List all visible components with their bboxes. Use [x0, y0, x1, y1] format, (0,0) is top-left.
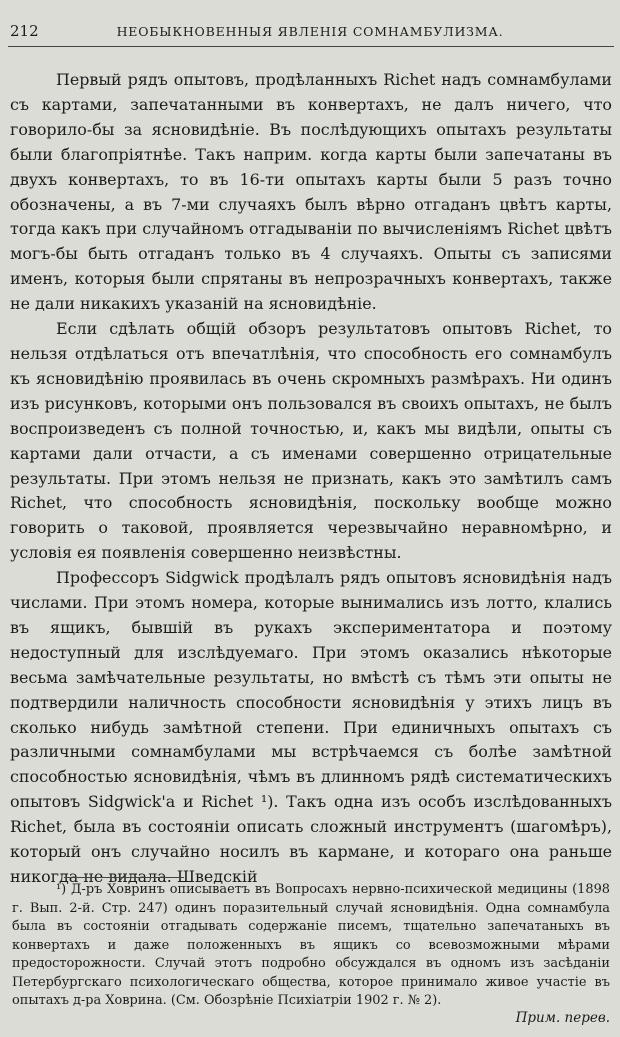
page-header [8, 22, 612, 44]
paragraph-2: Если сдѣлать общій обзоръ результатовъ опытовъ Richet, то нельзя отдѣлаться отъ впечатлѣнія, что способность его сомнамбулъ къ ясновидѣнію проявилась въ очень скромныхъ размѣрахъ. Ни одинъ изъ рисунковъ, которыми онъ пользовался въ своихъ опытахъ, не былъ воспроизведенъ съ полной точностью, и, какъ мы видѣли, опыты съ картами дали отчасти, а съ именами совершенно отрицательные результаты. При этомъ нельзя не признать, какъ это замѣтилъ самъ Richet, что способность ясновидѣнія, поскольку вообще можно говорить о таковой, проявляется черезвычайно неравномѣрно, и условія ея появленія совершенно неизвѣстны. [10, 319, 612, 563]
paragraph-3: Профессоръ Sidgwick продѣлалъ рядъ опытовъ ясновидѣнія надъ числами. При этомъ номера, которые вынимались изъ лотто, клались въ ящикъ, бывшій въ рукахъ экспериментатора и поэтому недоступный для изслѣдуемаго. При этомъ оказались нѣкоторые весьма замѣчательные результаты, но вмѣстѣ съ тѣмъ эти опыты не подтвердили наличность способности ясновидѣнія у этихъ лицъ въ сколько нибудь замѣтной степени. При единичныхъ опытахъ съ различными сомнамбулами мы встрѣчаемся съ болѣе замѣтной способностью ясновидѣнія, чѣмъ въ длинномъ рядѣ систематическихъ опытовъ Sidgwick'а и Richet ¹). Такъ одна изъ особъ изслѣдованныхъ Richet, была въ состояніи описать сложный инструментъ (шагомѣръ), который онъ случайно носилъ въ кармане, и котораго она раньше никогда не видала. Шведскій [10, 568, 612, 886]
footnote-rule [64, 877, 184, 878]
page-number: 212 [10, 22, 39, 40]
footnote: ¹) Д-ръ Ховринъ описываетъ въ Вопросахъ нервно-психической медицины (1898 г. Вып. 2-й. Стр. 247) одинъ поразительный случай ясновидѣнія. Одна сомнамбула была въ состояніи отгадывать содержаніе писемъ, тщательно запечатаныхъ въ конвертахъ и даже положенныхъ въ ящикъ со всевозможными мѣрами предосторожности. Случай этотъ подробно обсуждался въ одномъ изъ засѣданіи Петербургскаго психологическаго общества, которое принимало живое участіе въ опытахъ д-ра Ховрина. (См. Обозрѣніе Психіатріи 1902 г. № 2). [12, 882, 610, 1008]
header-rule [8, 46, 614, 47]
paragraph-1: Первый рядъ опытовъ, продѣланныхъ Richet надъ сомнамбулами съ картами, запечатанными въ конвертахъ, не далъ ничего, что говорило-бы за ясновидѣніе. Въ послѣдующихъ опытахъ результаты были благопріятнѣе. Такъ наприм. когда карты были запечатаны въ двухъ конвертахъ, то въ 16-ти опытахъ карты были 5 разъ точно обозначены, а въ 7-ми случаяхъ былъ вѣрно отгаданъ цвѣтъ карты, тогда какъ при случайномъ отгадываніи по вычисленіямъ Richet цвѣтъ могъ-бы быть отгаданъ только въ 4 случаяхъ. Опыты съ записями именъ, которыя были спрятаны въ непрозрачныхъ конвертахъ, также не дали никакихъ указаній на ясновидѣніе. [10, 70, 612, 314]
running-title: НЕОБЫКНОВЕННЫЯ ЯВЛЕНІЯ СОМНАМБУЛИЗМА. [116, 24, 504, 39]
footnote-signature: Прим. перев. [515, 1010, 610, 1026]
body-text [10, 68, 612, 890]
